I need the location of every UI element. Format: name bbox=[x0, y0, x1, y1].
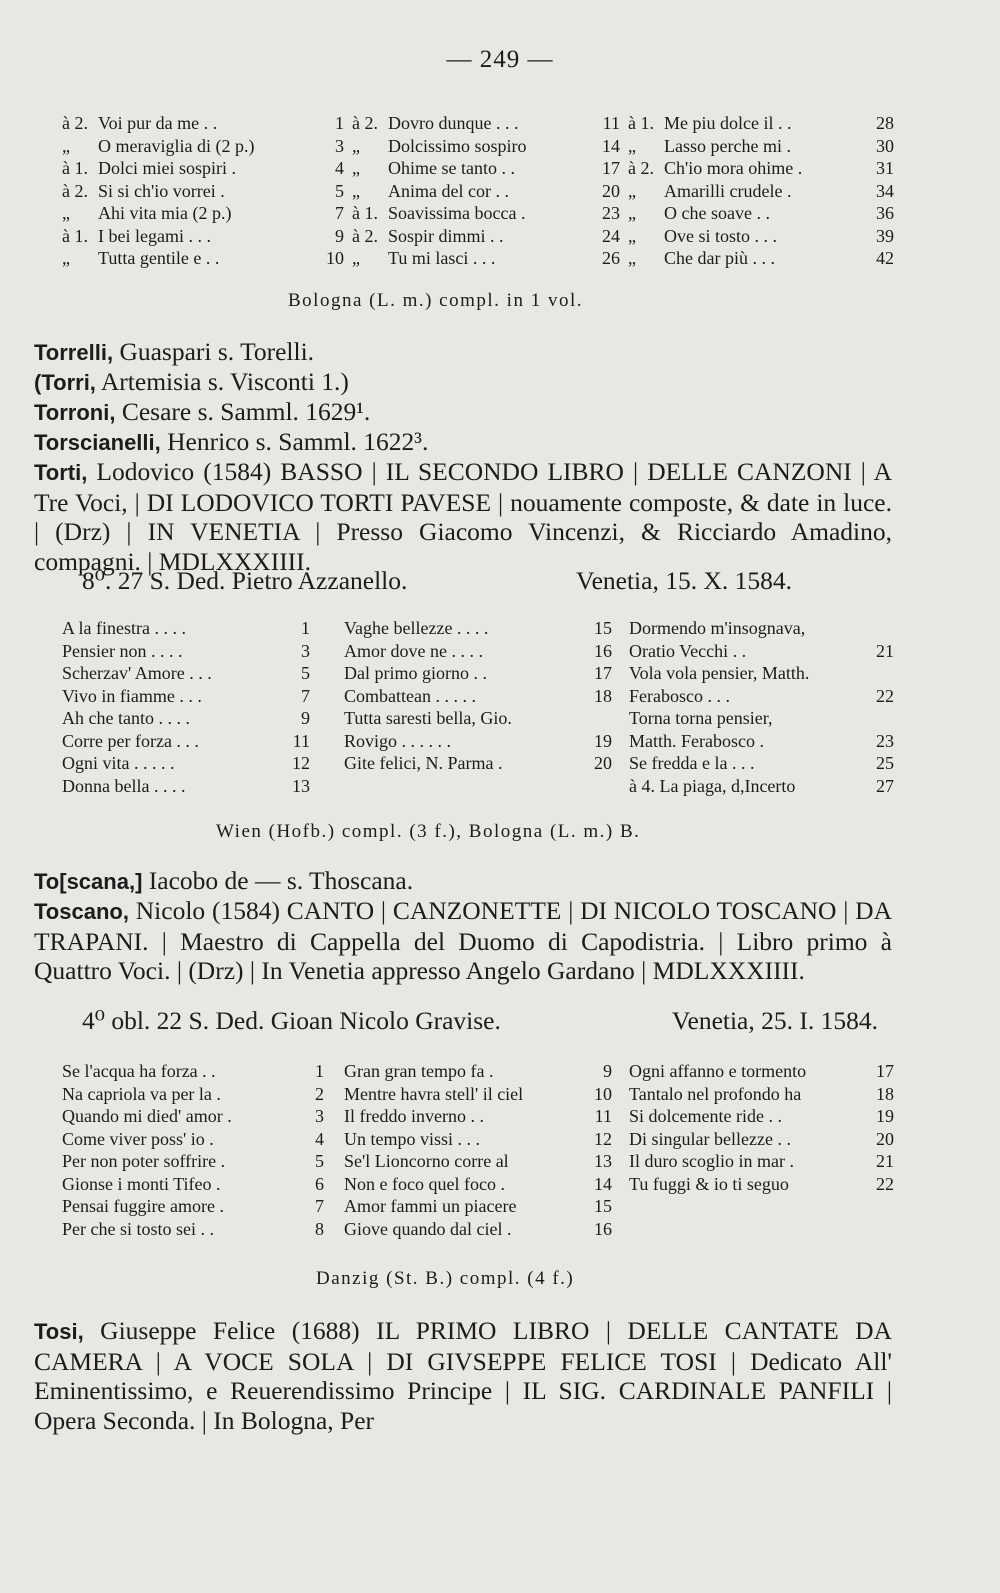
song-row bbox=[344, 1150, 612, 1173]
song-column-1 bbox=[62, 112, 344, 270]
song-title: Per non poter soffrire . bbox=[62, 1151, 226, 1171]
song-number: 20 bbox=[876, 1128, 894, 1149]
song-number: 31 bbox=[876, 158, 894, 178]
song-title: Gran gran tempo fa . bbox=[344, 1061, 494, 1081]
song-row bbox=[62, 225, 344, 248]
song-title: Mentre havra stell' il ciel bbox=[344, 1083, 524, 1104]
song-title: Vaghe bellezze . . . . bbox=[344, 618, 489, 638]
song-row bbox=[62, 1173, 324, 1196]
song-number: 2 bbox=[315, 1083, 324, 1104]
song-row bbox=[62, 640, 310, 663]
song-title: Non e foco quel foco . bbox=[344, 1173, 505, 1194]
voice-marker: à 2. bbox=[62, 113, 88, 133]
song-number: 11 bbox=[594, 1106, 612, 1126]
song-row bbox=[62, 752, 310, 775]
song-title: Tutta saresti bella, Gio. bbox=[344, 708, 512, 728]
song-row bbox=[629, 640, 894, 663]
entry-torri: (Torri, Artemisia s. Visconti 1.) bbox=[34, 367, 349, 396]
song-title: I bei legami . . . bbox=[98, 225, 211, 246]
song-number: 5 bbox=[335, 180, 344, 201]
song-number: 7 bbox=[315, 1196, 324, 1216]
song-title: Se fredda e la . . . bbox=[629, 753, 755, 773]
song-number: 13 bbox=[292, 775, 310, 796]
song-title: Ahi vita mia (2 p.) bbox=[98, 203, 232, 223]
song-number: 23 bbox=[602, 203, 620, 223]
song-number: 8 bbox=[315, 1218, 324, 1239]
song-number: 9 bbox=[603, 1061, 612, 1081]
song-number: 36 bbox=[876, 203, 894, 223]
song-number: 21 bbox=[876, 1151, 894, 1171]
song-number: 17 bbox=[876, 1061, 894, 1081]
song-number: 4 bbox=[335, 158, 344, 178]
song-row bbox=[62, 112, 344, 135]
song-number: 12 bbox=[594, 1128, 612, 1149]
song-number: 18 bbox=[876, 1083, 894, 1104]
song-title: Rovigo . . . . . . bbox=[344, 730, 452, 751]
voice-marker: à 2. bbox=[62, 180, 88, 201]
song-title: Ah che tanto . . . . bbox=[62, 708, 190, 728]
voice-marker: „ bbox=[62, 248, 70, 268]
entry-torti: Torti, Lodovico (1584) BASSO | IL SECONDO LIBRO | DELLE CANZONI | A Tre Voci, | DI LODOVICO TORTI PAVESE | nouamente composte, & date in luce. | (Drz) | IN VENETIA | Presso Giacomo Vincenzi, & Ricciardo Amadino, compagni. | MDLXXXIIII. bbox=[34, 457, 892, 576]
song-number: 42 bbox=[876, 248, 894, 268]
song-number: 1 bbox=[335, 113, 344, 133]
song-title: Pensai fuggire amore . bbox=[62, 1196, 224, 1216]
song-title: Sospir dimmi . . bbox=[388, 225, 504, 246]
song-number: 15 bbox=[594, 618, 612, 638]
voice-marker: „ bbox=[352, 248, 360, 268]
song-row bbox=[344, 1083, 612, 1106]
song-row bbox=[62, 1128, 324, 1151]
song-title: O meraviglia di (2 p.) bbox=[98, 135, 255, 156]
song-title: Tu fuggi & io ti seguo bbox=[629, 1173, 789, 1194]
song-row bbox=[344, 1128, 612, 1151]
song-number bbox=[590, 707, 612, 730]
song-title: Tantalo nel profondo ha bbox=[629, 1083, 802, 1104]
song-row bbox=[344, 730, 612, 753]
song-title: Amor fammi un piacere bbox=[344, 1196, 517, 1216]
song-title: Amarilli crudele . bbox=[664, 180, 792, 201]
song-title: Tu mi lasci . . . bbox=[388, 248, 496, 268]
song-row bbox=[629, 752, 894, 775]
song-column-3 bbox=[629, 1060, 894, 1195]
song-number: 6 bbox=[315, 1173, 324, 1194]
song-column-1 bbox=[62, 617, 310, 797]
song-title: Amor dove ne . . . . bbox=[344, 640, 483, 661]
song-row bbox=[62, 662, 310, 685]
entry-toscano: Toscano, Nicolo (1584) CANTO | CANZONETTE | DI NICOLO TOSCANO | DA TRAPANI. | Maestro di Cappella del Duomo di Capodistria. | Libro primo à Quattro Voci. | (Drz) | In Venetia appresso Angelo Gardano | MDLXXXIIII. bbox=[34, 896, 892, 985]
song-row bbox=[629, 1105, 894, 1128]
entry-headword: Torscianelli, bbox=[34, 430, 161, 455]
entry-torscianelli: Torscianelli, Henrico s. Samml. 1622³. bbox=[34, 427, 429, 456]
song-title: Quando mi died' amor . bbox=[62, 1106, 232, 1126]
song-row bbox=[629, 1128, 894, 1151]
song-number: 22 bbox=[876, 1173, 894, 1194]
song-number: 3 bbox=[335, 135, 344, 156]
song-row bbox=[62, 1195, 324, 1218]
song-title: Ogni vita . . . . . bbox=[62, 753, 175, 773]
song-row bbox=[352, 247, 620, 270]
voice-marker: „ bbox=[62, 203, 70, 223]
voice-marker: „ bbox=[62, 135, 70, 156]
song-number: 34 bbox=[876, 180, 894, 201]
song-row bbox=[344, 1105, 612, 1128]
song-row bbox=[62, 1083, 324, 1106]
voice-marker: à 2. bbox=[628, 158, 654, 178]
song-row bbox=[628, 202, 894, 225]
song-title: Si si ch'io vorrei . bbox=[98, 180, 225, 201]
song-number: 16 bbox=[594, 640, 612, 661]
page-number: — 249 — bbox=[446, 46, 554, 73]
song-title: Ohime se tanto . . bbox=[388, 158, 515, 178]
entry-headword: Torti, bbox=[34, 460, 88, 485]
song-title: Gite felici, N. Parma . bbox=[344, 753, 503, 773]
song-number: 7 bbox=[335, 203, 344, 223]
song-row bbox=[629, 1173, 894, 1196]
song-row bbox=[344, 752, 612, 775]
song-number: 5 bbox=[315, 1151, 324, 1171]
song-number: 10 bbox=[594, 1083, 612, 1104]
song-column-2 bbox=[344, 617, 612, 775]
song-column-3 bbox=[629, 617, 894, 797]
voice-marker: „ bbox=[628, 248, 636, 268]
song-title: Na capriola va per la . bbox=[62, 1083, 221, 1104]
entry-toscana: To[scana,] Iacobo de — s. Thoscana. bbox=[34, 866, 414, 895]
voice-marker: à 1. bbox=[62, 158, 88, 178]
song-title: Dovro dunque . . . bbox=[388, 113, 519, 133]
song-number: 19 bbox=[594, 730, 612, 751]
song-number: 16 bbox=[594, 1218, 612, 1239]
entry-headword: (Torri, bbox=[34, 370, 96, 395]
song-number: 4 bbox=[315, 1128, 324, 1149]
song-title: Che dar più . . . bbox=[664, 248, 775, 268]
song-number: 28 bbox=[876, 113, 894, 133]
voice-marker: à 1. bbox=[62, 225, 88, 246]
song-number: 11 bbox=[602, 113, 620, 133]
song-row bbox=[62, 1060, 324, 1083]
song-column-3 bbox=[628, 112, 894, 270]
song-number: 14 bbox=[602, 135, 620, 156]
song-row bbox=[62, 180, 344, 203]
song-title: Se l'acqua ha forza . . bbox=[62, 1061, 216, 1081]
song-number: 9 bbox=[301, 708, 310, 728]
song-row bbox=[62, 1218, 324, 1241]
song-row bbox=[629, 1083, 894, 1106]
song-number: 23 bbox=[876, 730, 894, 751]
song-number: 24 bbox=[602, 225, 620, 246]
song-title: Il duro scoglio in mar . bbox=[629, 1151, 794, 1171]
entry-headword: Torrelli, bbox=[34, 340, 114, 365]
song-number: 7 bbox=[301, 685, 310, 706]
song-title: Ferabosco . . . bbox=[629, 685, 730, 706]
song-title: Vivo in fiamme . . . bbox=[62, 685, 202, 706]
song-row bbox=[62, 157, 344, 180]
song-title: Anima del cor . . bbox=[388, 180, 509, 201]
song-title: Corre per forza . . . bbox=[62, 730, 199, 751]
song-title: O che soave . . bbox=[664, 203, 770, 223]
song-column-2 bbox=[352, 112, 620, 270]
song-title: Scherzav' Amore . . . bbox=[62, 663, 212, 683]
song-title: Dolcissimo sospiro bbox=[388, 135, 527, 156]
song-row bbox=[628, 225, 894, 248]
song-title: Dolci miei sospiri . bbox=[98, 158, 236, 178]
song-number: 11 bbox=[292, 730, 310, 751]
song-title: à 4. La piaga, d,Incerto bbox=[629, 775, 796, 796]
entry-torroni: Torroni, Cesare s. Samml. 1629¹. bbox=[34, 397, 371, 426]
song-title: Di singular bellezze . . bbox=[629, 1128, 791, 1149]
song-title: Come viver poss' io . bbox=[62, 1128, 214, 1149]
song-row bbox=[628, 112, 894, 135]
song-row bbox=[344, 685, 612, 708]
song-row bbox=[344, 1195, 612, 1218]
song-row bbox=[629, 707, 894, 730]
library-location-1: Bologna (L. m.) compl. in 1 vol. bbox=[288, 290, 583, 311]
song-number: 20 bbox=[594, 753, 612, 773]
song-title: Vola vola pensier, Matth. bbox=[629, 663, 810, 683]
entry-headword: Torroni, bbox=[34, 400, 116, 425]
song-row bbox=[62, 730, 310, 753]
song-title: Soavissima bocca . bbox=[388, 203, 526, 223]
song-title: Gionse i monti Tifeo . bbox=[62, 1173, 221, 1194]
song-row bbox=[344, 707, 612, 730]
song-number: 25 bbox=[876, 753, 894, 773]
song-row bbox=[628, 247, 894, 270]
song-number: 3 bbox=[301, 640, 310, 661]
voice-marker: à 2. bbox=[352, 113, 378, 133]
song-number bbox=[872, 617, 894, 640]
song-number: 14 bbox=[594, 1173, 612, 1194]
song-row bbox=[629, 775, 894, 798]
song-table-1 bbox=[62, 112, 894, 272]
song-number: 17 bbox=[594, 663, 612, 683]
song-row bbox=[62, 1105, 324, 1128]
song-table-torti bbox=[62, 617, 894, 799]
song-number: 1 bbox=[315, 1061, 324, 1081]
song-number: 10 bbox=[326, 248, 344, 268]
song-row bbox=[62, 247, 344, 270]
song-title: Donna bella . . . . bbox=[62, 775, 186, 796]
song-number: 15 bbox=[594, 1196, 612, 1216]
song-title: Ogni affanno e tormento bbox=[629, 1061, 807, 1081]
voice-marker: „ bbox=[628, 180, 636, 201]
song-row bbox=[628, 180, 894, 203]
song-title: Dal primo giorno . . bbox=[344, 663, 487, 683]
song-column-2 bbox=[344, 1060, 612, 1240]
song-row bbox=[344, 1218, 612, 1241]
song-row bbox=[62, 707, 310, 730]
song-row bbox=[629, 685, 894, 708]
song-row bbox=[629, 730, 894, 753]
song-row bbox=[344, 617, 612, 640]
song-number: 19 bbox=[876, 1106, 894, 1126]
song-title: Lasso perche mi . bbox=[664, 135, 791, 156]
song-number: 30 bbox=[876, 135, 894, 156]
song-title: Un tempo vissi . . . bbox=[344, 1128, 481, 1149]
library-location-3: Danzig (St. B.) compl. (4 f.) bbox=[316, 1268, 575, 1289]
song-row bbox=[629, 1060, 894, 1083]
song-title: Me piu dolce il . . bbox=[664, 113, 792, 133]
song-row bbox=[344, 662, 612, 685]
voice-marker: „ bbox=[628, 135, 636, 156]
song-number: 27 bbox=[876, 775, 894, 796]
song-title: Dormendo m'insognava, bbox=[629, 618, 806, 638]
voice-marker: à 1. bbox=[352, 203, 378, 223]
song-title: Matth. Ferabosco . bbox=[629, 730, 764, 751]
song-title: Giove quando dal ciel . bbox=[344, 1218, 512, 1239]
song-number: 3 bbox=[315, 1106, 324, 1126]
song-row bbox=[344, 1060, 612, 1083]
song-title: Per che si tosto sei . . bbox=[62, 1218, 214, 1239]
library-location-2: Wien (Hofb.) compl. (3 f.), Bologna (L. m.) B. bbox=[216, 821, 641, 842]
song-number: 5 bbox=[301, 663, 310, 683]
song-title: A la finestra . . . . bbox=[62, 618, 186, 638]
song-title: Si dolcemente ride . . bbox=[629, 1106, 782, 1126]
song-row bbox=[628, 157, 894, 180]
entry-torti-details: 8⁰. 27 S. Ded. Pietro Azzanello. Venetia, 15. X. 1584. bbox=[82, 566, 792, 595]
voice-marker: à 2. bbox=[352, 225, 378, 246]
song-row bbox=[352, 225, 620, 248]
song-number: 17 bbox=[602, 158, 620, 178]
voice-marker: „ bbox=[352, 180, 360, 201]
song-title: Il freddo inverno . . bbox=[344, 1106, 484, 1126]
song-title: Se'l Lioncorno corre al bbox=[344, 1151, 509, 1171]
song-title: Ch'io mora ohime . bbox=[664, 158, 803, 178]
voice-marker: „ bbox=[628, 225, 636, 246]
song-row bbox=[344, 1173, 612, 1196]
song-column-1 bbox=[62, 1060, 324, 1240]
song-number: 9 bbox=[335, 225, 344, 246]
song-number: 13 bbox=[594, 1151, 612, 1171]
song-row bbox=[344, 640, 612, 663]
song-row bbox=[352, 112, 620, 135]
song-title: Torna torna pensier, bbox=[629, 708, 773, 728]
song-title: Ove si tosto . . . bbox=[664, 225, 778, 246]
song-row bbox=[352, 135, 620, 158]
song-row bbox=[629, 617, 894, 640]
song-number bbox=[872, 707, 894, 730]
song-row bbox=[629, 662, 894, 685]
song-number: 1 bbox=[301, 618, 310, 638]
song-title: Tutta gentile e . . bbox=[98, 248, 220, 268]
song-number: 26 bbox=[602, 248, 620, 268]
song-number: 20 bbox=[602, 180, 620, 201]
entry-toscano-details: 4⁰ obl. 22 S. Ded. Gioan Nicolo Gravise. Venetia, 25. I. 1584. bbox=[82, 1006, 878, 1035]
song-row bbox=[352, 180, 620, 203]
voice-marker: „ bbox=[352, 135, 360, 156]
song-table-toscano bbox=[62, 1060, 894, 1242]
entry-headword: Tosi, bbox=[34, 1319, 84, 1344]
entry-torrelli: Torrelli, Guaspari s. Torelli. bbox=[34, 337, 315, 366]
song-row bbox=[352, 202, 620, 225]
song-number: 12 bbox=[292, 753, 310, 773]
entry-headword: Toscano, bbox=[34, 899, 129, 924]
voice-marker: „ bbox=[628, 203, 636, 223]
song-row bbox=[62, 135, 344, 158]
song-title: Oratio Vecchi . . bbox=[629, 640, 747, 661]
song-row bbox=[62, 775, 310, 798]
song-title: Combattean . . . . . bbox=[344, 685, 476, 706]
song-number: 39 bbox=[876, 225, 894, 246]
entry-tosi: Tosi, Giuseppe Felice (1688) IL PRIMO LIBRO | DELLE CANTATE DA CAMERA | A VOCE SOLA | DI GIVSEPPE FELICE TOSI | Dedicato All' Eminentissimo, e Reuerendissimo Principe | IL SIG. CARDINALE PANFILI | Opera Seconda. | In Bologna, Per bbox=[34, 1316, 892, 1435]
song-title: Pensier non . . . . bbox=[62, 640, 183, 661]
entry-headword: To[scana,] bbox=[34, 869, 143, 894]
song-row bbox=[62, 617, 310, 640]
song-number: 22 bbox=[876, 685, 894, 706]
song-row bbox=[629, 1150, 894, 1173]
song-row bbox=[62, 1150, 324, 1173]
song-row bbox=[628, 135, 894, 158]
song-number bbox=[872, 662, 894, 685]
song-row bbox=[352, 157, 620, 180]
voice-marker: à 1. bbox=[628, 113, 654, 133]
song-row bbox=[62, 685, 310, 708]
song-number: 18 bbox=[594, 685, 612, 706]
song-number: 21 bbox=[876, 640, 894, 661]
voice-marker: „ bbox=[352, 158, 360, 178]
song-row bbox=[62, 202, 344, 225]
song-title: Voi pur da me . . bbox=[98, 113, 218, 133]
